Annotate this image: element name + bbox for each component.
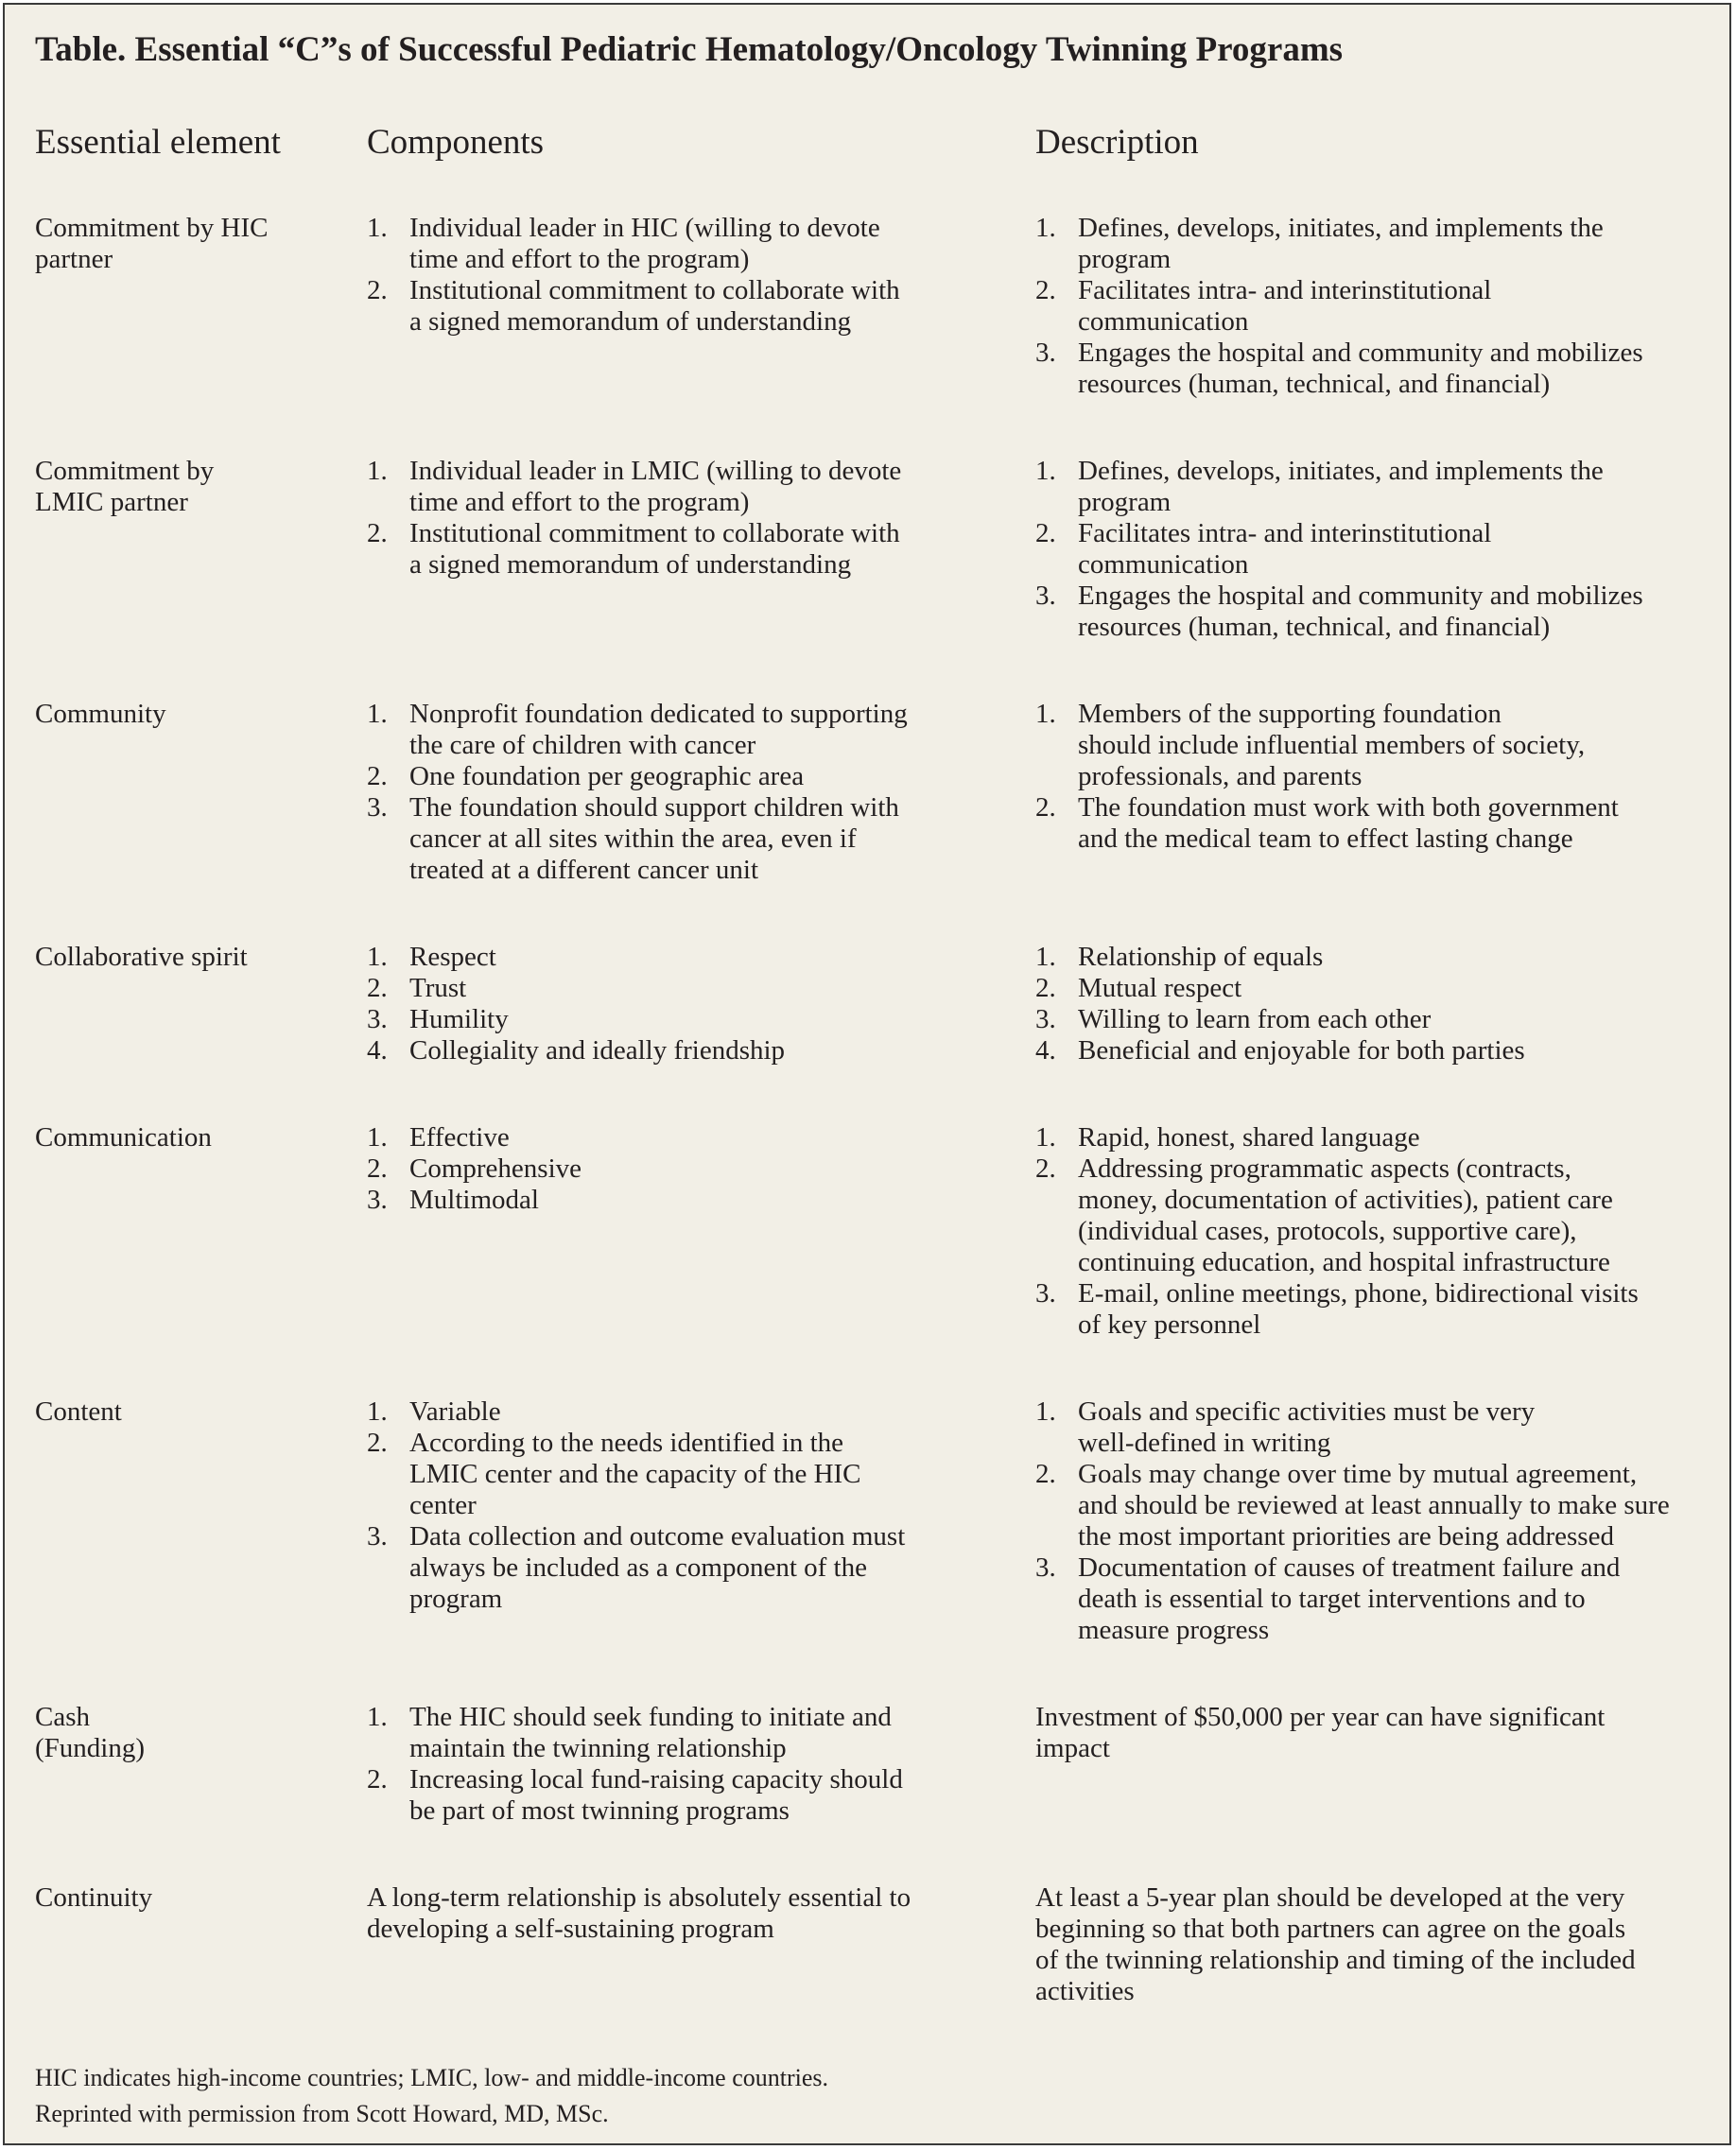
list-item <box>367 1185 986 1216</box>
numbered-list <box>1035 213 1716 400</box>
numbered-list <box>1035 699 1716 855</box>
list-number: 3. <box>367 1185 388 1215</box>
list-number: 3. <box>1035 1278 1056 1309</box>
numbered-list <box>367 1122 986 1216</box>
essential-element-cell <box>35 699 338 730</box>
cell-line: of the twinning relationship and timing of the included <box>1035 1945 1636 1975</box>
components-cell <box>367 456 986 581</box>
description-cell <box>1035 1702 1716 1764</box>
list-number: 1. <box>367 1396 388 1427</box>
table-title: Table. Essential “C”s of Successful Pediatric Hematology/Oncology Twinning Programs <box>35 30 1344 69</box>
list-item <box>1035 699 1716 792</box>
list-item-text: Facilitates intra- and interinstitutional <box>1078 518 1492 548</box>
essential-element-cell <box>35 1396 338 1428</box>
list-item-text: program <box>409 1584 503 1614</box>
list-item <box>367 1004 986 1035</box>
cell-line: Commitment by HIC <box>35 213 269 243</box>
list-item-text: of key personnel <box>1078 1309 1261 1340</box>
cell-line: Commitment by <box>35 456 215 486</box>
list-number: 2. <box>1035 275 1056 305</box>
list-item <box>367 1702 986 1764</box>
components-cell <box>367 1396 986 1615</box>
description-cell <box>1035 456 1716 643</box>
list-item-text: Goals may change over time by mutual agreement, <box>1078 1459 1638 1489</box>
list-item-text: center <box>409 1490 477 1520</box>
cell-line: partner <box>35 244 113 274</box>
cell-line: Community <box>35 699 166 729</box>
list-item-text: measure progress <box>1078 1615 1270 1645</box>
cell-line: LMIC partner <box>35 487 188 517</box>
description-cell <box>1035 1122 1716 1341</box>
list-number: 3. <box>1035 581 1056 611</box>
numbered-list <box>1035 1396 1716 1646</box>
list-item-text: Facilitates intra- and interinstitutional <box>1078 275 1492 305</box>
list-item <box>367 1153 986 1185</box>
list-item-text: professionals, and parents <box>1078 761 1363 791</box>
essential-element-cell <box>35 1122 338 1153</box>
list-item-text: treated at a different cancer unit <box>409 855 758 885</box>
list-item-text: Increasing local fund-raising capacity should <box>409 1764 903 1795</box>
list-item-text: Individual leader in LMIC (willing to devote <box>409 456 902 486</box>
list-item <box>1035 1153 1716 1278</box>
description-cell <box>1035 213 1716 400</box>
numbered-list <box>367 456 986 581</box>
list-item-text: Relationship of equals <box>1078 942 1324 972</box>
cell-line: Collaborative spirit <box>35 942 248 972</box>
components-cell <box>367 699 986 886</box>
list-item <box>1035 792 1716 855</box>
list-item-text: and the medical team to effect lasting change <box>1078 824 1573 854</box>
list-item <box>367 792 986 886</box>
list-item <box>367 1521 986 1615</box>
list-item-text: Institutional commitment to collaborate with <box>409 275 900 305</box>
list-number: 2. <box>1035 1153 1056 1184</box>
list-item-text: Defines, develops, initiates, and implements the <box>1078 456 1604 486</box>
list-item <box>367 973 986 1004</box>
list-item-text: time and effort to the program) <box>409 244 750 274</box>
list-item <box>367 456 986 518</box>
list-item-text: The foundation should support children with <box>409 792 899 823</box>
list-item-text: resources (human, technical, and financial) <box>1078 369 1551 399</box>
cell-line: beginning so that both partners can agree on the goals <box>1035 1914 1626 1944</box>
list-item-text: Multimodal <box>409 1185 539 1215</box>
list-item-text: Effective <box>409 1122 510 1153</box>
essential-element-cell <box>35 213 338 275</box>
list-item-text: Mutual respect <box>1078 973 1242 1003</box>
list-item <box>367 275 986 338</box>
list-item <box>1035 1552 1716 1646</box>
list-item <box>1035 581 1716 643</box>
essential-element-cell <box>35 942 338 973</box>
list-item-text: be part of most twinning programs <box>409 1795 790 1826</box>
components-cell <box>367 1122 986 1216</box>
list-number: 2. <box>367 761 388 791</box>
list-item-text: time and effort to the program) <box>409 487 750 517</box>
list-item-text: Humility <box>409 1004 509 1034</box>
components-cell <box>367 1882 986 1945</box>
list-item <box>367 699 986 761</box>
list-item-text: Documentation of causes of treatment failure and <box>1078 1552 1621 1583</box>
list-number: 1. <box>367 942 388 972</box>
list-item <box>367 1122 986 1153</box>
list-number: 1. <box>367 699 388 729</box>
list-item-text: Engages the hospital and community and mobilizes <box>1078 581 1643 611</box>
list-number: 2. <box>1035 518 1056 548</box>
table-panel <box>3 3 1731 2145</box>
cell-line: activities <box>1035 1976 1135 2006</box>
list-item-text: E-mail, online meetings, phone, bidirectional visits <box>1078 1278 1639 1309</box>
list-item-text: Trust <box>409 973 467 1003</box>
cell-line: A long-term relationship is absolutely essential to <box>367 1882 911 1913</box>
numbered-list <box>1035 1122 1716 1341</box>
list-item <box>367 1428 986 1521</box>
list-item <box>1035 973 1716 1004</box>
list-item-text: Addressing programmatic aspects (contracts, <box>1078 1153 1571 1184</box>
list-item <box>1035 1278 1716 1341</box>
list-item <box>1035 338 1716 400</box>
list-number: 2. <box>1035 792 1056 823</box>
cell-line: impact <box>1035 1733 1110 1763</box>
numbered-list <box>367 699 986 886</box>
list-item-text: The foundation must work with both government <box>1078 792 1619 823</box>
list-number: 2. <box>367 1428 388 1458</box>
essential-element-cell <box>35 1702 338 1764</box>
list-number: 2. <box>367 1764 388 1795</box>
list-item-text: should include influential members of society, <box>1078 730 1586 760</box>
list-number: 2. <box>367 275 388 305</box>
list-item-text: well-defined in writing <box>1078 1428 1331 1458</box>
list-number: 1. <box>1035 456 1056 486</box>
list-number: 3. <box>1035 338 1056 368</box>
list-item-text: Defines, develops, initiates, and implements the <box>1078 213 1604 243</box>
list-item-text: communication <box>1078 306 1249 337</box>
list-item <box>1035 518 1716 581</box>
list-item <box>1035 1004 1716 1035</box>
list-item-text: cancer at all sites within the area, even if <box>409 824 857 854</box>
list-number: 3. <box>367 792 388 823</box>
list-item-text: Members of the supporting foundation <box>1078 699 1502 729</box>
components-cell <box>367 213 986 338</box>
numbered-list <box>367 942 986 1066</box>
list-item-text: Individual leader in HIC (willing to devote <box>409 213 880 243</box>
list-number: 1. <box>1035 942 1056 972</box>
footnotes <box>35 2060 828 2132</box>
components-cell <box>367 1702 986 1827</box>
list-item-text: LMIC center and the capacity of the HIC <box>409 1459 861 1489</box>
description-cell <box>1035 942 1716 1066</box>
list-item <box>1035 1122 1716 1153</box>
list-number: 1. <box>1035 213 1056 243</box>
list-item-text: and should be reviewed at least annually to make sure <box>1078 1490 1670 1520</box>
list-number: 2. <box>1035 1459 1056 1489</box>
description-cell <box>1035 1882 1716 2007</box>
list-item-text: Willing to learn from each other <box>1078 1004 1432 1034</box>
list-item <box>1035 456 1716 518</box>
list-item-text: Data collection and outcome evaluation must <box>409 1521 906 1552</box>
list-item-text: money, documentation of activities), patient care <box>1078 1185 1613 1215</box>
list-item-text: Institutional commitment to collaborate with <box>409 518 900 548</box>
cell-line: At least a 5-year plan should be developed at the very <box>1035 1882 1625 1913</box>
list-item-text: the care of children with cancer <box>409 730 756 760</box>
description-cell <box>1035 699 1716 855</box>
cell-line: developing a self-sustaining program <box>367 1914 774 1944</box>
list-item-text: program <box>1078 244 1172 274</box>
essential-element-cell <box>35 456 338 518</box>
list-item-text: resources (human, technical, and financial) <box>1078 612 1551 642</box>
list-item-text: death is essential to target interventions and to <box>1078 1584 1586 1614</box>
cell-line: Investment of $50,000 per year can have significant <box>1035 1702 1606 1732</box>
list-number: 3. <box>1035 1004 1056 1034</box>
footnote-abbreviations: HIC indicates high-income countries; LMIC, low- and middle-income countries. <box>35 2064 829 2091</box>
list-item <box>1035 1459 1716 1552</box>
list-item <box>367 1396 986 1428</box>
list-item-text: Respect <box>409 942 496 972</box>
list-item-text: Goals and specific activities must be very <box>1078 1396 1536 1427</box>
list-item <box>1035 275 1716 338</box>
cell-line: Continuity <box>35 1882 153 1913</box>
list-item-text: the most important priorities are being addressed <box>1078 1521 1614 1552</box>
list-number: 1. <box>1035 1122 1056 1153</box>
list-number: 3. <box>367 1004 388 1034</box>
list-item-text: Engages the hospital and community and mobilizes <box>1078 338 1643 368</box>
list-item-text: Comprehensive <box>409 1153 582 1184</box>
list-item-text: continuing education, and hospital infrastructure <box>1078 1247 1610 1277</box>
list-number: 1. <box>1035 1396 1056 1427</box>
list-number: 1. <box>367 213 388 243</box>
header-description: Description <box>1035 123 1199 162</box>
essential-element-cell <box>35 1882 338 1914</box>
list-item <box>1035 1396 1716 1459</box>
list-item <box>367 1764 986 1827</box>
list-number: 4. <box>367 1035 388 1066</box>
list-number: 2. <box>367 518 388 548</box>
list-item-text: Nonprofit foundation dedicated to supporting <box>409 699 908 729</box>
list-number: 3. <box>1035 1552 1056 1583</box>
list-number: 4. <box>1035 1035 1056 1066</box>
list-item-text: program <box>1078 487 1172 517</box>
cell-line: (Funding) <box>35 1733 145 1763</box>
list-item <box>367 1035 986 1066</box>
list-number: 2. <box>367 1153 388 1184</box>
list-item-text: Rapid, honest, shared language <box>1078 1122 1420 1153</box>
header-essential-element: Essential element <box>35 123 281 162</box>
list-number: 1. <box>1035 699 1056 729</box>
list-item <box>1035 213 1716 275</box>
list-item <box>367 761 986 792</box>
numbered-list <box>367 1702 986 1827</box>
description-cell <box>1035 1396 1716 1646</box>
list-item-text: According to the needs identified in the <box>409 1428 844 1458</box>
header-components: Components <box>367 123 545 162</box>
list-item <box>367 942 986 973</box>
list-number: 1. <box>367 456 388 486</box>
list-item-text: communication <box>1078 549 1249 580</box>
list-number: 2. <box>1035 973 1056 1003</box>
list-number: 3. <box>367 1521 388 1552</box>
numbered-list <box>367 1396 986 1615</box>
list-item-text: maintain the twinning relationship <box>409 1733 787 1763</box>
list-item-text: One foundation per geographic area <box>409 761 805 791</box>
cell-line: Communication <box>35 1122 212 1153</box>
list-item-text: Variable <box>409 1396 501 1427</box>
list-number: 2. <box>367 973 388 1003</box>
list-item <box>1035 942 1716 973</box>
list-item <box>1035 1035 1716 1066</box>
list-item-text: Beneficial and enjoyable for both parties <box>1078 1035 1525 1066</box>
list-number: 1. <box>367 1702 388 1732</box>
list-item-text: (individual cases, protocols, supportive care), <box>1078 1216 1577 1246</box>
list-item <box>367 518 986 581</box>
components-cell <box>367 942 986 1066</box>
list-item-text: a signed memorandum of understanding <box>409 549 852 580</box>
numbered-list <box>1035 456 1716 643</box>
list-item <box>367 213 986 275</box>
list-item-text: Collegiality and ideally friendship <box>409 1035 786 1066</box>
numbered-list <box>1035 942 1716 1066</box>
numbered-list <box>367 213 986 338</box>
cell-line: Cash <box>35 1702 90 1732</box>
list-number: 1. <box>367 1122 388 1153</box>
list-item-text: always be included as a component of the <box>409 1552 867 1583</box>
list-item-text: a signed memorandum of understanding <box>409 306 852 337</box>
footnote-permission: Reprinted with permission from Scott Howard, MD, MSc. <box>35 2100 609 2127</box>
list-item-text: The HIC should seek funding to initiate and <box>409 1702 892 1732</box>
cell-line: Content <box>35 1396 122 1427</box>
